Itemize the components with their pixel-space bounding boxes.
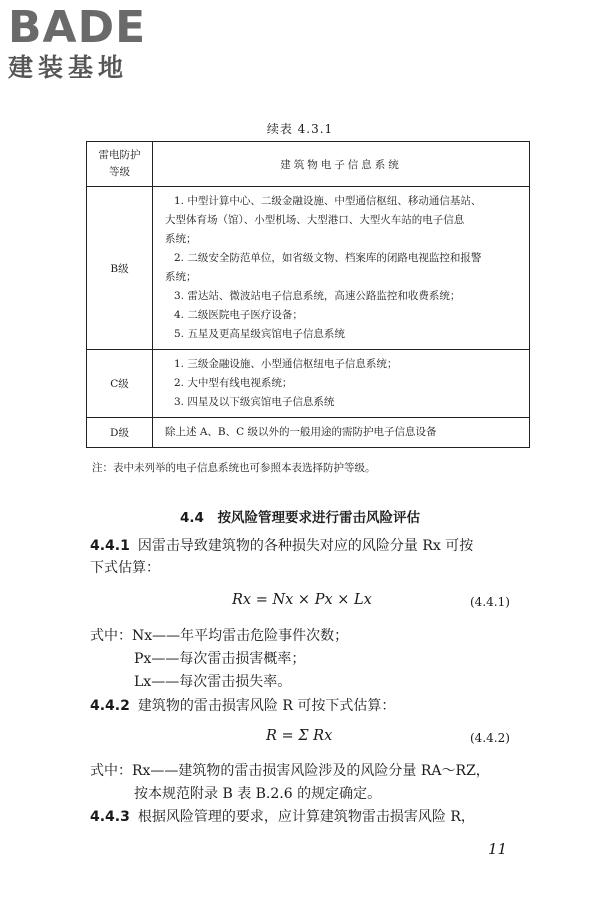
header-protection-level: 雷电防护 等级: [87, 142, 153, 187]
where-nx: 式中：Nx——年平均雷击危险事件次数；: [90, 628, 349, 644]
items-cell: [153, 350, 530, 418]
paragraph-4-4-3: 4.4.3 根据风险管理的要求，应计算建筑物雷击损害风险 R，: [90, 809, 475, 825]
list-item: 大型体育场（馆）、小型机场、大型港口、大型火车站的电子信息: [165, 214, 465, 226]
items-cell: [153, 418, 530, 448]
logo-subtitle: 建装基地: [8, 53, 129, 82]
table-row-c: [87, 350, 530, 418]
where-rx-cont: 按本规范附录 B 表 B.2.6 的规定确定。: [134, 786, 382, 802]
where-lx: Lx——每次雷击损失率。: [134, 674, 292, 690]
level-cell: C级: [87, 350, 153, 418]
formula-number: (4.4.2): [470, 731, 510, 745]
clause-number: 4.4.2: [90, 698, 130, 714]
formula-4-4-1: Rx = Nx × Px × Lx: [232, 592, 372, 608]
table-caption: 续表 4.3.1: [266, 122, 334, 136]
section-heading: 4.4 按风险管理要求进行雷击风险评估: [180, 510, 420, 526]
where-rx: 式中：Rx——建筑物的雷击损害风险涉及的风险分量 RA～RZ，: [90, 763, 490, 779]
list-item: 2. 大中型有线电视系统；: [174, 377, 293, 389]
protection-level-table: [86, 141, 530, 448]
list-item: 1. 中型计算中心、二级金融设施、中型通信枢纽、移动通信基站、: [174, 195, 482, 207]
table-row-d: [87, 418, 530, 448]
logo-wordmark: BADE: [8, 2, 147, 53]
page-number: 11: [488, 840, 508, 858]
level-cell: D级: [87, 418, 153, 448]
clause-number: 4.4.3: [90, 809, 130, 825]
table-row-b: [87, 187, 530, 350]
paragraph-4-4-1: 4.4.1 因雷击导致建筑物的各种损失对应的风险分量 Rx 可按: [90, 538, 474, 554]
where-px: Px——每次雷击损害概率；: [134, 651, 306, 667]
list-item: 3. 四星及以下级宾馆电子信息系统: [174, 396, 335, 408]
list-item: 3. 雷达站、微波站电子信息系统，高速公路监控和收费系统；: [174, 290, 461, 302]
list-item: 系统；: [165, 271, 197, 283]
paragraph-4-4-1-cont: 下式估算：: [90, 560, 160, 576]
list-item: 1. 三级金融设施、小型通信枢纽电子信息系统；: [174, 358, 398, 370]
formula-number: (4.4.1): [470, 595, 510, 609]
table-header-row: [87, 142, 530, 187]
list-item: 系统；: [165, 233, 197, 245]
header-electronic-system: 建筑物电子信息系统: [153, 142, 530, 187]
brand-logo: [8, 2, 178, 90]
list-item: 5. 五星及更高星级宾馆电子信息系统: [174, 328, 345, 340]
table-note: 注：表中未列举的电子信息系统也可参照本表选择防护等级。: [92, 462, 376, 474]
list-item: 4. 二级医院电子医疗设备；: [174, 309, 303, 321]
paragraph-4-4-2: 4.4.2 建筑物的雷击损害风险 R 可按下式估算：: [90, 698, 396, 714]
items-cell: [153, 187, 530, 350]
level-cell: B级: [87, 187, 153, 350]
clause-number: 4.4.1: [90, 538, 130, 554]
list-item: 除上述 A、B、C 级以外的一般用途的需防护电子信息设备: [165, 426, 437, 438]
formula-4-4-2: R = Σ Rx: [266, 728, 333, 744]
list-item: 2. 二级安全防范单位，如省级文物、档案库的闭路电视监控和报警: [174, 252, 482, 264]
